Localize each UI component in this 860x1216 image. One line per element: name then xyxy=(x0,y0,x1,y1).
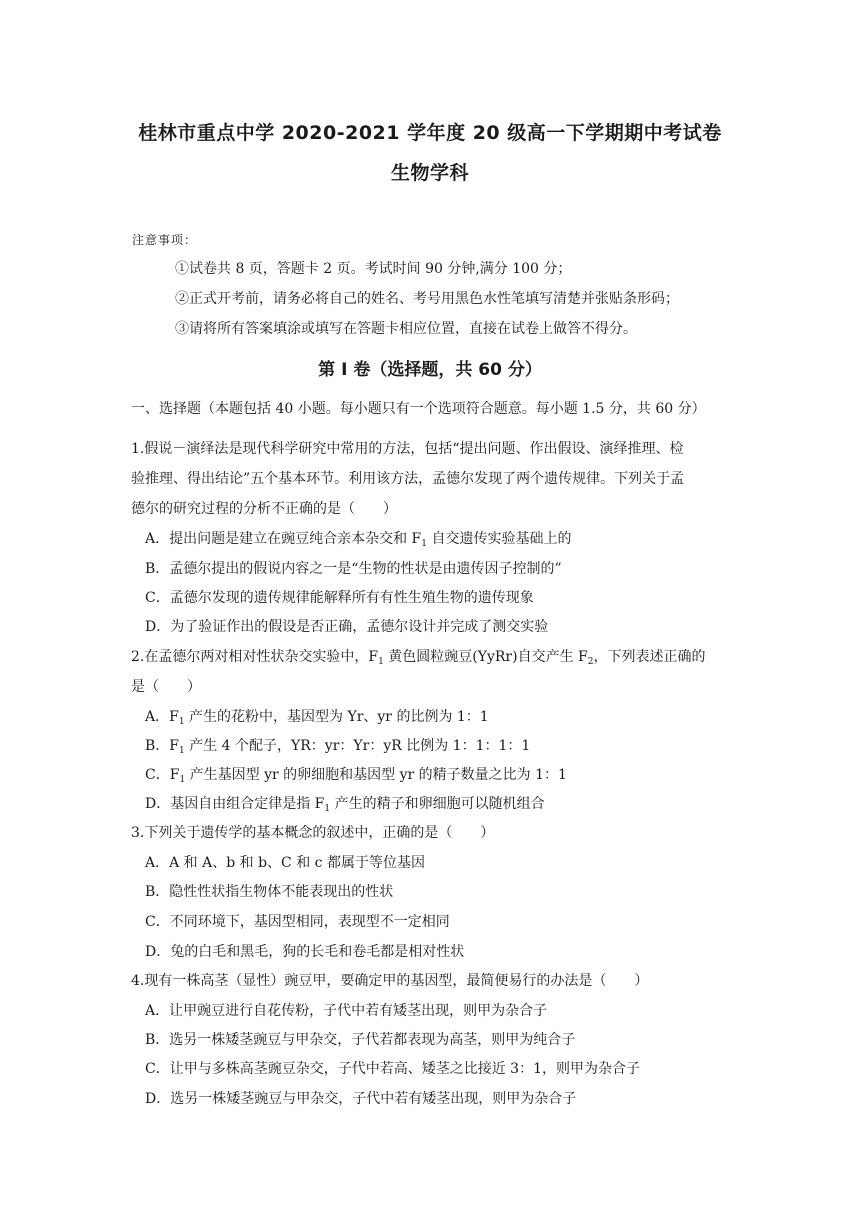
question-4-option-a: A．让甲豌豆进行自花传粉，子代中若有矮茎出现，则甲为杂合子 xyxy=(145,1003,548,1019)
question-2-option-b: B．$F_1$ 产生 4 个配子，YR：yr：Yr：yR 比例为 1：1：1：1 xyxy=(145,738,531,756)
question-3-stem-line: 3.下列关于遗传学的基本概念的叙述中，正确的是（ ） xyxy=(131,825,495,841)
question-3-option-d: D．兔的白毛和黑毛，狗的长毛和卷毛都是相对性状 xyxy=(145,944,465,960)
question-3-option-a: A．A 和 A、b 和 b、C 和 c 都属于等位基因 xyxy=(145,855,425,871)
question-1-stem-line: 1.假说－演绎法是现代科学研究中常用的方法，包括“提出问题、作出假设、演绎推理、检 xyxy=(131,441,684,457)
question-1-option-d: D．为了验证作出的假设是否正确，孟德尔设计并完成了测交实验 xyxy=(145,619,549,635)
note-item: ②正式开考前，请务必将自己的姓名、考号用黑色水性笔填写清楚并张贴条形码； xyxy=(175,291,679,307)
question-3-option-b: B．隐性性状指生物体不能表现出的性状 xyxy=(145,884,394,900)
question-1-stem-line: 德尔的研究过程的分析不正确的是（ ） xyxy=(131,501,397,517)
question-4-option-c: C．让甲与多株高茎豌豆杂交，子代中若高、矮茎之比接近 3：1，则甲为杂合子 xyxy=(145,1061,640,1077)
notes-heading: 注意事项： xyxy=(132,233,198,247)
question-4-option-b: B．选另一株矮茎豌豆与甲杂交，子代若都表现为高茎，则甲为纯合子 xyxy=(145,1032,576,1048)
question-3-option-c: C．不同环境下，基因型相同，表现型不一定相同 xyxy=(145,914,450,930)
exam-title: 桂林市重点中学 2020-2021 学年度 20 级高一下学期期中考试卷 xyxy=(138,122,722,144)
question-1-option-c: C．孟德尔发现的遗传规律能解释所有有性生殖生物的遗传现象 xyxy=(145,590,534,606)
note-item: ③请将所有答案填涂或填写在答题卡相应位置，直接在试卷上做答不得分。 xyxy=(175,321,637,337)
question-1-stem-line: 验推理、得出结论”五个基本环节。利用该方法，孟德尔发现了两个遗传规律。下列关于孟 xyxy=(131,471,685,487)
question-4-stem-line: 4.现有一株高茎（显性）豌豆甲，要确定甲的基因型，最简便易行的办法是（ ） xyxy=(131,973,649,989)
subject-title: 生物学科 xyxy=(390,162,469,184)
question-1-option-a: A．提出问题是建立在豌豆纯合亲本杂交和 $F_1$ 自交遗传实验基础上的 xyxy=(145,531,572,549)
question-2-stem-line: 2.在孟德尔两对相对性状杂交实验中，$F_1$ 黄色圆粒豌豆(YyRr)自交产生 $F_2$，下列表述正确的 xyxy=(131,649,706,667)
section-instruction: 一、选择题（本题包括 40 小题。每小题只有一个选项符合题意。每小题 1.5 分，共 60 分） xyxy=(131,401,706,417)
note-item: ①试卷共 8 页，答题卡 2 页。考试时间 90 分钟,满分 100 分； xyxy=(175,261,572,277)
question-2-stem-line: 是（ ） xyxy=(131,679,201,695)
question-4-option-d: D．选另一株矮茎豌豆与甲杂交，子代中若有矮茎出现，则甲为杂合子 xyxy=(145,1091,577,1107)
question-1-option-b: B．孟德尔提出的假说内容之一是“生物的性状是由遗传因子控制的” xyxy=(145,561,562,577)
question-2-option-a: A．$F_1$ 产生的花粉中，基因型为 Yr、yr 的比例为 1：1 xyxy=(145,709,489,727)
question-2-option-d: D．基因自由组合定律是指 $F_1$ 产生的精子和卵细胞可以随机组合 xyxy=(145,796,545,814)
section-title: 第 I 卷（选择题，共 60 分） xyxy=(318,360,542,380)
question-2-option-c: C．$F_1$ 产生基因型 yr 的卵细胞和基因型 yr 的精子数量之比为 1：1 xyxy=(145,767,567,785)
